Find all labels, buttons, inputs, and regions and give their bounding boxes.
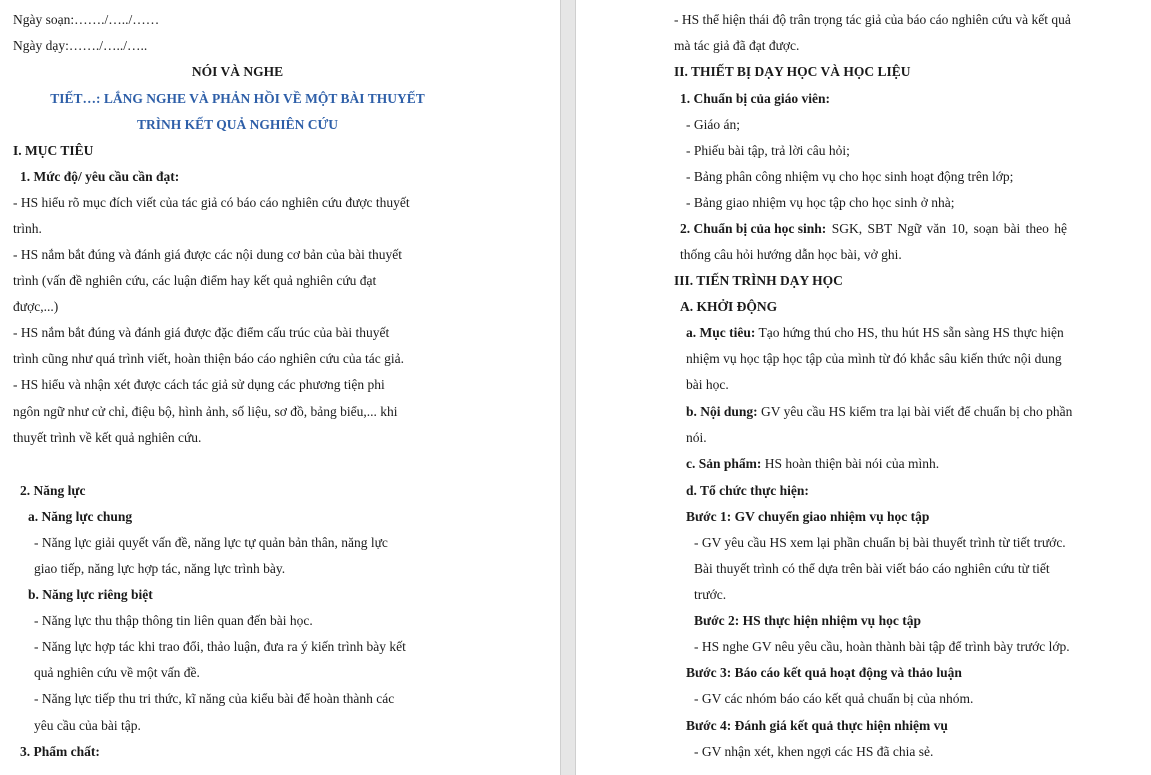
lesson-title-line-1: TIẾT…: LẮNG NGHE VÀ PHẢN HỒI VỀ MỘT BÀI THUYẾT [50, 91, 425, 106]
label-muc-tieu: a. Mục tiêu: [686, 325, 756, 340]
paragraph-line: - Năng lực hợp tác khi trao đổi, thảo luận, đưa ra ý kiến trình bày kết [34, 639, 406, 654]
paragraph-line: trình. [13, 221, 42, 236]
list-item: - Bảng phân công nhiệm vụ cho học sinh hoạt động trên lớp; [686, 169, 1014, 184]
label-noi-dung: b. Nội dung: [686, 404, 758, 419]
document-page-right [576, 0, 1151, 775]
paragraph-line: - HS thể hiện thái độ trân trọng tác giả của báo cáo nghiên cứu và kết quả [674, 12, 1071, 27]
paragraph-line: Bài thuyết trình có thể dựa trên bài viết báo cáo nghiên cứu từ tiết [694, 561, 1050, 576]
paragraph-line: bài học. [686, 377, 729, 392]
paragraph-line: - HS nắm bắt đúng và đánh giá được các nội dung cơ bản của bài thuyết [13, 247, 402, 262]
paragraph-line: yêu cầu của bài tập. [34, 718, 141, 733]
paragraph-line: trình cũng như quá trình viết, hoàn thiện báo cáo nghiên cứu của tác giả. [13, 351, 405, 366]
text-san-pham: HS hoàn thiện bài nói của mình. [761, 456, 940, 471]
lesson-title-line-2: TRÌNH KẾT QUẢ NGHIÊN CỨU [136, 117, 339, 132]
heading-chuan-bi-gv: 1. Chuẩn bị của giáo viên: [680, 91, 831, 106]
heading-nang-luc-rieng: b. Năng lực riêng biệt [28, 587, 153, 602]
paragraph-line [686, 325, 1064, 341]
section-heading-noi-va-nghe: NÓI VÀ NGHE [191, 64, 284, 79]
list-item: - Bảng giao nhiệm vụ học tập cho học sinh ở nhà; [686, 195, 955, 210]
heading-buoc-1: Bước 1: GV chuyển giao nhiệm vụ học tập [686, 509, 930, 524]
paragraph-line: thuyết trình về kết quả nghiên cứu. [13, 430, 202, 445]
heading-pham-chat: 3. Phẩm chất: [20, 744, 100, 759]
paragraph-line: - GV các nhóm báo cáo kết quả chuẩn bị của nhóm. [694, 691, 974, 706]
list-item: - Giáo án; [686, 117, 740, 132]
paragraph-line: - GV nhận xét, khen ngợi các HS đã chia sẻ. [694, 744, 934, 759]
text-noi-dung: GV yêu cầu HS kiểm tra lại bài viết để chuẩn bị cho phần [757, 404, 1073, 419]
heading-buoc-4: Bước 4: Đánh giá kết quả thực hiện nhiệm vụ [686, 718, 948, 733]
heading-muc-tieu: I. MỤC TIÊU [13, 143, 94, 158]
paragraph-line [680, 221, 1067, 237]
paragraph-line: - HS nghe GV nêu yêu cầu, hoàn thành bài tập để trình bày trước lớp. [694, 639, 1070, 654]
prep-date-line: Ngày soạn:……./…../…… [13, 12, 160, 27]
teach-date-line: Ngày dạy:……./…../….. [13, 38, 148, 53]
paragraph-line: thống câu hỏi hướng dẫn học bài, vở ghi. [680, 247, 902, 262]
paragraph-line: nhiệm vụ học tập học tập của mình từ đó khắc sâu kiến thức nội dung [686, 351, 1062, 366]
paragraph-line: - Năng lực giải quyết vấn đề, năng lực tự quản bản thân, năng lực [34, 535, 388, 550]
paragraph-line: - HS hiểu và nhận xét được cách tác giả sử dụng các phương tiện phi [13, 377, 385, 392]
paragraph-line: trình (vấn đề nghiên cứu, các luận điểm hay kết quả nghiên cứu đạt [13, 273, 377, 288]
heading-tien-trinh: III. TIẾN TRÌNH DẠY HỌC [674, 273, 843, 288]
paragraph-line: được,...) [13, 299, 59, 314]
heading-thiet-bi: II. THIẾT BỊ DẠY HỌC VÀ HỌC LIỆU [674, 64, 911, 79]
paragraph-line: - Năng lực thu thập thông tin liên quan đến bài học. [34, 613, 313, 628]
heading-nang-luc: 2. Năng lực [20, 483, 86, 498]
heading-buoc-2: Bước 2: HS thực hiện nhiệm vụ học tập [694, 613, 921, 628]
list-item: - Phiếu bài tập, trả lời câu hỏi; [686, 143, 850, 158]
text-muc-tieu: Tạo hứng thú cho HS, thu hút HS sẵn sàng HS thực hiện [755, 325, 1064, 340]
paragraph-line [686, 404, 1072, 420]
paragraph-line: - Năng lực tiếp thu tri thức, kĩ năng của kiểu bài để hoàn thành các [34, 691, 395, 706]
heading-to-chuc: d. Tổ chức thực hiện: [686, 483, 809, 498]
page-gutter [560, 0, 576, 775]
paragraph-line: nói. [686, 430, 707, 445]
paragraph-line: quả nghiên cứu về một vấn đề. [34, 665, 200, 680]
document-page-left [0, 0, 560, 775]
paragraph-line: - HS hiểu rõ mục đích viết của tác giả có báo cáo nghiên cứu được thuyết [13, 195, 410, 210]
label-san-pham: c. Sản phẩm: [686, 456, 762, 471]
heading-nang-luc-chung: a. Năng lực chung [28, 509, 133, 524]
heading-muc-do: 1. Mức độ/ yêu cầu cần đạt: [20, 169, 180, 184]
paragraph-line: - HS nắm bắt đúng và đánh giá được đặc điểm cấu trúc của bài thuyết [13, 325, 390, 340]
paragraph-line: trước. [694, 587, 727, 602]
paragraph-line: giao tiếp, năng lực hợp tác, năng lực trình bày. [34, 561, 286, 576]
heading-khoi-dong: A. KHỞI ĐỘNG [680, 299, 778, 314]
paragraph-line: ngôn ngữ như cử chỉ, điệu bộ, hình ảnh, số liệu, sơ đồ, bảng biểu,... khi [13, 404, 398, 419]
paragraph-line: mà tác giả đã đạt được. [674, 38, 800, 53]
paragraph-line: - GV yêu cầu HS xem lại phần chuẩn bị bài thuyết trình từ tiết trước. [694, 535, 1066, 550]
text-chuan-bi-hs: SGK, SBT Ngữ văn 10, soạn bài theo hệ [826, 221, 1067, 236]
label-chuan-bi-hs: 2. Chuẩn bị của học sinh: [680, 221, 827, 236]
paragraph-line [686, 456, 939, 472]
heading-buoc-3: Bước 3: Báo cáo kết quả hoạt động và thảo luận [686, 665, 962, 680]
